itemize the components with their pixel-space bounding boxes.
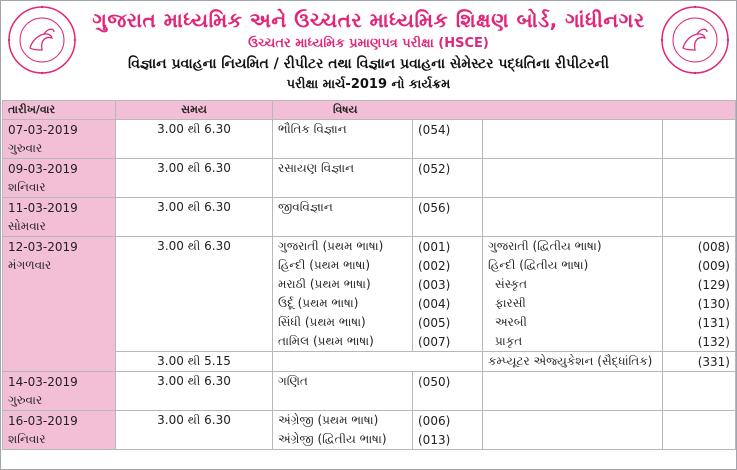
subject-code: (052) [413, 159, 483, 179]
subject-code: (130) [663, 294, 736, 313]
subject-code: (003) [413, 275, 483, 294]
table-row [3, 139, 736, 159]
table-row [3, 352, 736, 372]
subject-name: મરાઠી (પ્રથમ ભાષા) [273, 275, 413, 294]
subject-name: ગુજરાતી (પ્રથમ ભાષા) [273, 237, 413, 257]
table-row [3, 411, 736, 431]
subject-code: (009) [663, 256, 736, 275]
subject-name: ગુજરાતી (દ્વિતીય ભાષા) [483, 237, 663, 257]
exam-date: 16-03-2019 [3, 411, 116, 431]
subtitle-line2: પરીક્ષા માર્ચ-2019 નો કાર્યક્રમ [286, 77, 451, 92]
table-row [3, 294, 736, 313]
subject-code: (331) [663, 352, 736, 372]
table-row [3, 332, 736, 352]
exam-date: 12-03-2019 [3, 237, 116, 257]
exam-date: 11-03-2019 [3, 198, 116, 218]
exam-date: 14-03-2019 [3, 372, 116, 392]
column-header-subject: વિષય [273, 101, 736, 120]
exam-day: ગુરુવાર [3, 139, 116, 159]
table-row [3, 237, 736, 257]
subject-code: (007) [413, 332, 483, 352]
exam-name: ઉચ્ચતર માધ્યમિક પ્રમાણપત્ર પરીક્ષા (HSCE) [248, 36, 489, 51]
exam-day: ગુરુવાર [3, 391, 116, 411]
table-row [3, 430, 736, 450]
exam-date: 09-03-2019 [3, 159, 116, 179]
table-header-row [3, 101, 736, 120]
column-header-time: સમય [116, 101, 273, 120]
subject-code: (050) [413, 372, 483, 392]
subject-name: અંગ્રેજી (દ્વિતીય ભાષા) [273, 430, 413, 450]
table-row [3, 198, 736, 218]
exam-day: શનિવાર [3, 178, 116, 198]
column-header-date: તારીખ/વાર [3, 101, 116, 120]
subject-name: અરબી [483, 313, 663, 332]
table-row [3, 178, 736, 198]
table-row [3, 275, 736, 294]
exam-time: 3.00 થી 6.30 [116, 372, 273, 392]
table-row [3, 372, 736, 392]
exam-day: સોમવાર [3, 217, 116, 237]
exam-time: 3.00 થી 5.15 [116, 352, 273, 372]
exam-time: 3.00 થી 6.30 [116, 159, 273, 179]
exam-time: 3.00 થી 6.30 [116, 411, 273, 431]
subject-code: (131) [663, 313, 736, 332]
exam-day: મંગળવાર [3, 256, 116, 275]
subject-code: (002) [413, 256, 483, 275]
board-seal-logo [659, 4, 731, 76]
table-row [3, 391, 736, 411]
exam-day: શનિવાર [3, 430, 116, 450]
subject-code: (001) [413, 237, 483, 257]
subject-name: કમ્પ્યૂટર એજ્યુકેશન (સૈદ્ધાંતિક) [483, 352, 663, 372]
table-row [3, 256, 736, 275]
exam-time: 3.00 થી 6.30 [116, 120, 273, 140]
exam-time: 3.00 થી 6.30 [116, 198, 273, 218]
subject-code: (132) [663, 332, 736, 352]
subject-code: (013) [413, 430, 483, 450]
subject-code: (006) [413, 411, 483, 431]
subject-code: (129) [663, 275, 736, 294]
exam-schedule-table [2, 100, 736, 450]
subject-name: ઉર્દૂ (પ્રથમ ભાષા) [273, 294, 413, 313]
exam-time: 3.00 થી 6.30 [116, 237, 273, 257]
board-title: ગુજરાત માધ્યમિક અને ઉચ્ચતર માધ્યમિક શિક્ષણ બોર્ડ, ગાંધીનગર [92, 8, 645, 32]
subject-name: ગણિત [273, 372, 413, 392]
board-seal-logo [6, 4, 78, 76]
subject-name: તામિલ (પ્રથમ ભાષા) [273, 332, 413, 352]
subject-name: હિન્દી (દ્વિતીય ભાષા) [483, 256, 663, 275]
subject-name: રસાયણ વિજ્ઞાન [273, 159, 413, 179]
subject-name: સંસ્કૃત [483, 275, 663, 294]
subject-code: (054) [413, 120, 483, 140]
subject-name: ફારસી [483, 294, 663, 313]
subject-code: (005) [413, 313, 483, 332]
subject-code: (008) [663, 237, 736, 257]
table-row [3, 313, 736, 332]
exam-date: 07-03-2019 [3, 120, 116, 140]
subject-code: (004) [413, 294, 483, 313]
table-row [3, 120, 736, 140]
subject-name: પ્રાકૃત [483, 332, 663, 352]
subject-name: હિન્દી (પ્રથમ ભાષા) [273, 256, 413, 275]
table-row [3, 217, 736, 237]
subject-name: સિંધી (પ્રથમ ભાષા) [273, 313, 413, 332]
subject-name: ભૌતિક વિજ્ઞાન [273, 120, 413, 140]
table-row [3, 159, 736, 179]
subject-code: (056) [413, 198, 483, 218]
subject-name: જીવવિજ્ઞાન [273, 198, 413, 218]
subtitle-line1: વિજ્ઞાન પ્રવાહના નિયમિત / રીપીટર તથા વિજ્ઞાન પ્રવાહના સેમેસ્ટર પદ્ધતિના રીપીટરની [128, 56, 609, 72]
subject-name: અંગ્રેજી (પ્રથમ ભાષા) [273, 411, 413, 431]
